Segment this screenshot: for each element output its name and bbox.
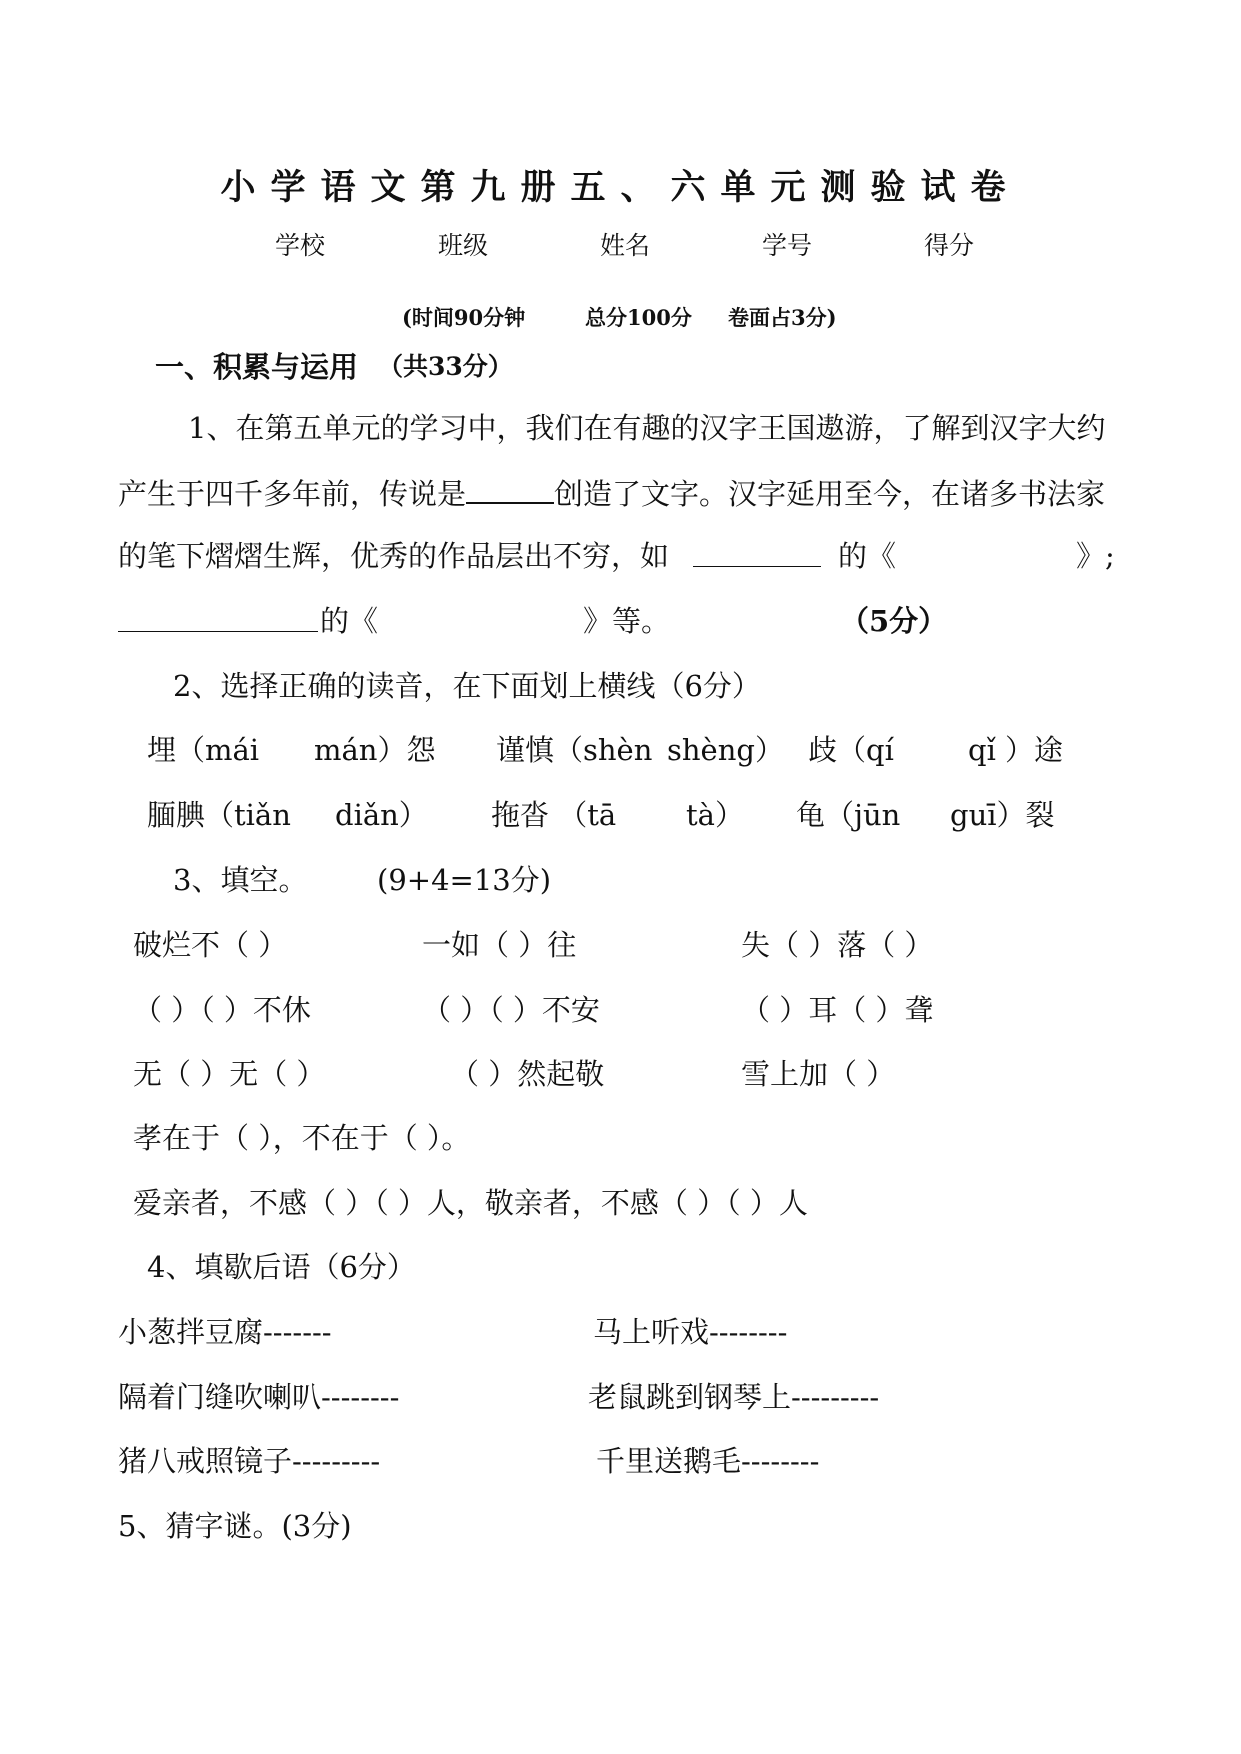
q2-option[interactable]: shèng） — [667, 733, 784, 767]
q2-option[interactable]: 埋（mái — [147, 733, 260, 767]
q4-heading: 4、填歇后语（6分） — [147, 1250, 416, 1284]
info-field-number: 学号 — [762, 231, 813, 260]
q2-option[interactable]: qǐ ）途 — [968, 733, 1064, 767]
exam-neatness: 卷面占3分) — [728, 305, 837, 330]
q5-heading: 5、猜字谜。(3分) — [118, 1509, 352, 1543]
q1-line2 — [118, 474, 1105, 512]
q1-line3-text-c: 》; — [1076, 539, 1115, 573]
q3-blank-item[interactable]: （ ）然起敬 — [450, 1057, 605, 1091]
q2-option[interactable]: guī）裂 — [950, 798, 1055, 832]
q2-option[interactable]: diǎn） — [335, 798, 428, 832]
q3-blank-item[interactable]: （ ）（ ）不休 — [133, 993, 311, 1027]
q2-option[interactable]: tà） — [686, 798, 744, 832]
q1-line1: 1、在第五单元的学习中，我们在有趣的汉字王国遨游，了解到汉字大约 — [188, 411, 1106, 445]
q2-heading: 2、选择正确的读音，在下面划上横线（6分） — [173, 669, 761, 703]
q3-line4[interactable]: 孝在于（ ），不在于（ ）。 — [133, 1121, 471, 1155]
blank-inventor[interactable] — [466, 474, 554, 504]
info-field-school: 学校 — [275, 231, 326, 260]
q1-line3-text-b: 的《 — [838, 539, 897, 573]
q1-line4-text-a: 的《 — [320, 604, 379, 638]
info-field-class: 班级 — [438, 231, 489, 260]
q3-blank-item[interactable]: 雪上加（ ） — [741, 1057, 896, 1091]
exam-total: 总分100分 — [585, 305, 692, 330]
q3-blank-item[interactable]: （ ）（ ）不安 — [422, 993, 600, 1027]
q4-item[interactable]: 小葱拌豆腐------- — [118, 1315, 332, 1349]
q4-item[interactable]: 老鼠跳到钢琴上--------- — [588, 1380, 880, 1414]
blank-calligrapher-1[interactable] — [693, 538, 821, 567]
q2-option[interactable]: 谨慎（shèn — [496, 733, 653, 767]
q3-points: (9+4=13分) — [377, 863, 552, 897]
q3-line5[interactable]: 爱亲者，不感（ ）（ ）人，敬亲者，不感（ ）（ ）人 — [133, 1186, 808, 1220]
q1-points: （5分） — [840, 604, 948, 638]
q2-option[interactable]: 拖沓 （tā — [491, 798, 617, 832]
q1-line2-text-b: 创造了文字。汉字延用至今，在诸多书法家 — [554, 477, 1106, 511]
info-field-score: 得分 — [924, 231, 975, 260]
q1-line3-text-a: 的笔下熠熠生辉，优秀的作品层出不穷，如 — [118, 539, 670, 573]
section1-heading: 一、积累与运用 — [155, 350, 359, 384]
q1-line2-text-a: 产生于四千多年前，传说是 — [118, 477, 467, 511]
q2-option[interactable]: 腼腆（tiǎn — [147, 798, 291, 832]
blank-calligrapher-2[interactable] — [118, 603, 318, 632]
q3-heading: 3、填空。 — [173, 863, 308, 897]
q3-blank-item[interactable]: 破烂不（ ） — [133, 928, 288, 962]
q3-blank-item[interactable]: 失（ ）落（ ） — [741, 928, 934, 962]
exam-time: (时间90分钟 — [402, 305, 526, 330]
q1-line4-text-b: 》等。 — [583, 604, 671, 638]
q4-item[interactable]: 猪八戒照镜子--------- — [118, 1444, 381, 1478]
q2-option[interactable]: 龟（jūn — [796, 798, 901, 832]
q3-blank-item[interactable]: 一如（ ）往 — [422, 928, 577, 962]
q3-blank-item[interactable]: 无（ ）无（ ） — [133, 1057, 326, 1091]
info-field-name: 姓名 — [600, 231, 651, 260]
page-title: 小学语文第九册五、六单元测验试卷 — [220, 167, 1021, 208]
q2-option[interactable]: 歧（qí — [808, 733, 894, 767]
q2-option[interactable]: mán）怨 — [314, 733, 436, 767]
q4-item[interactable]: 千里送鹅毛-------- — [596, 1444, 820, 1478]
section1-points: （共33分） — [378, 352, 513, 381]
q4-item[interactable]: 马上听戏-------- — [593, 1315, 788, 1349]
q4-item[interactable]: 隔着门缝吹喇叭-------- — [118, 1380, 400, 1414]
q3-blank-item[interactable]: （ ）耳（ ）聋 — [741, 993, 934, 1027]
